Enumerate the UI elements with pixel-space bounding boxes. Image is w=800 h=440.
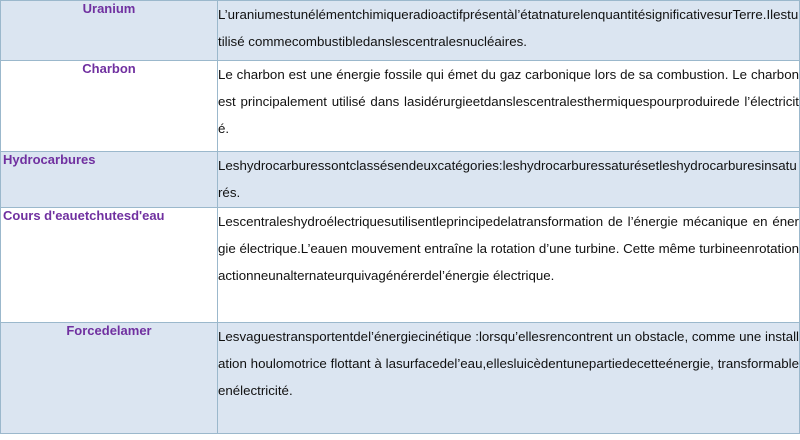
row-label-charbon: Charbon: [1, 61, 218, 152]
row-description-cours-deau: Lescentraleshydroélectriquesutilisentleprincipedelatransformation de l’énergie mécanique en énergie électrique.L’eauen mouvement entraîne la rotation d’une turbine. Cette même turbineenrotationactionneunalternateurquivagénérerdel’énergie électrique.: [218, 208, 800, 323]
row-label-hydrocarbures: Hydrocarbures: [1, 152, 218, 208]
table-row: [1, 1, 800, 61]
row-label-force-de-la-mer: Forcedelamer: [1, 323, 218, 434]
row-label-uranium: Uranium: [1, 1, 218, 61]
row-description-uranium: L’uraniumestunélémentchimiqueradioactifprésentàl’étatnaturelenquantitésignificativesurTerre.Ilestutilisé commecombustibledanslescentralesnucléaires.: [218, 1, 800, 61]
row-description-charbon: Le charbon est une énergie fossile qui émet du gaz carbonique lors de sa combustion. Le charbon est principalement utilisé dans lasidérurgieetdanslescentralesthermiquespourproduirede l’électricité.: [218, 61, 800, 152]
table-row: [1, 323, 800, 434]
row-description-force-de-la-mer: Lesvaguestransportentdel’énergiecinétique :lorsqu’ellesrencontrent un obstacle, comme une installation houlomotrice flottant à lasurfacedel’eau,ellesluicèdentunepartiedecetteénergie, transformableenélectricité.: [218, 323, 800, 434]
table-row: [1, 61, 800, 152]
row-label-cours-deau: Cours d'eauetchutesd'eau: [1, 208, 218, 323]
table-row: [1, 208, 800, 323]
row-description-hydrocarbures: Leshydrocarburessontclassésendeuxcatégories:leshydrocarburessaturésetleshydrocarburesinsaturés.: [218, 152, 800, 208]
table-row: [1, 152, 800, 208]
